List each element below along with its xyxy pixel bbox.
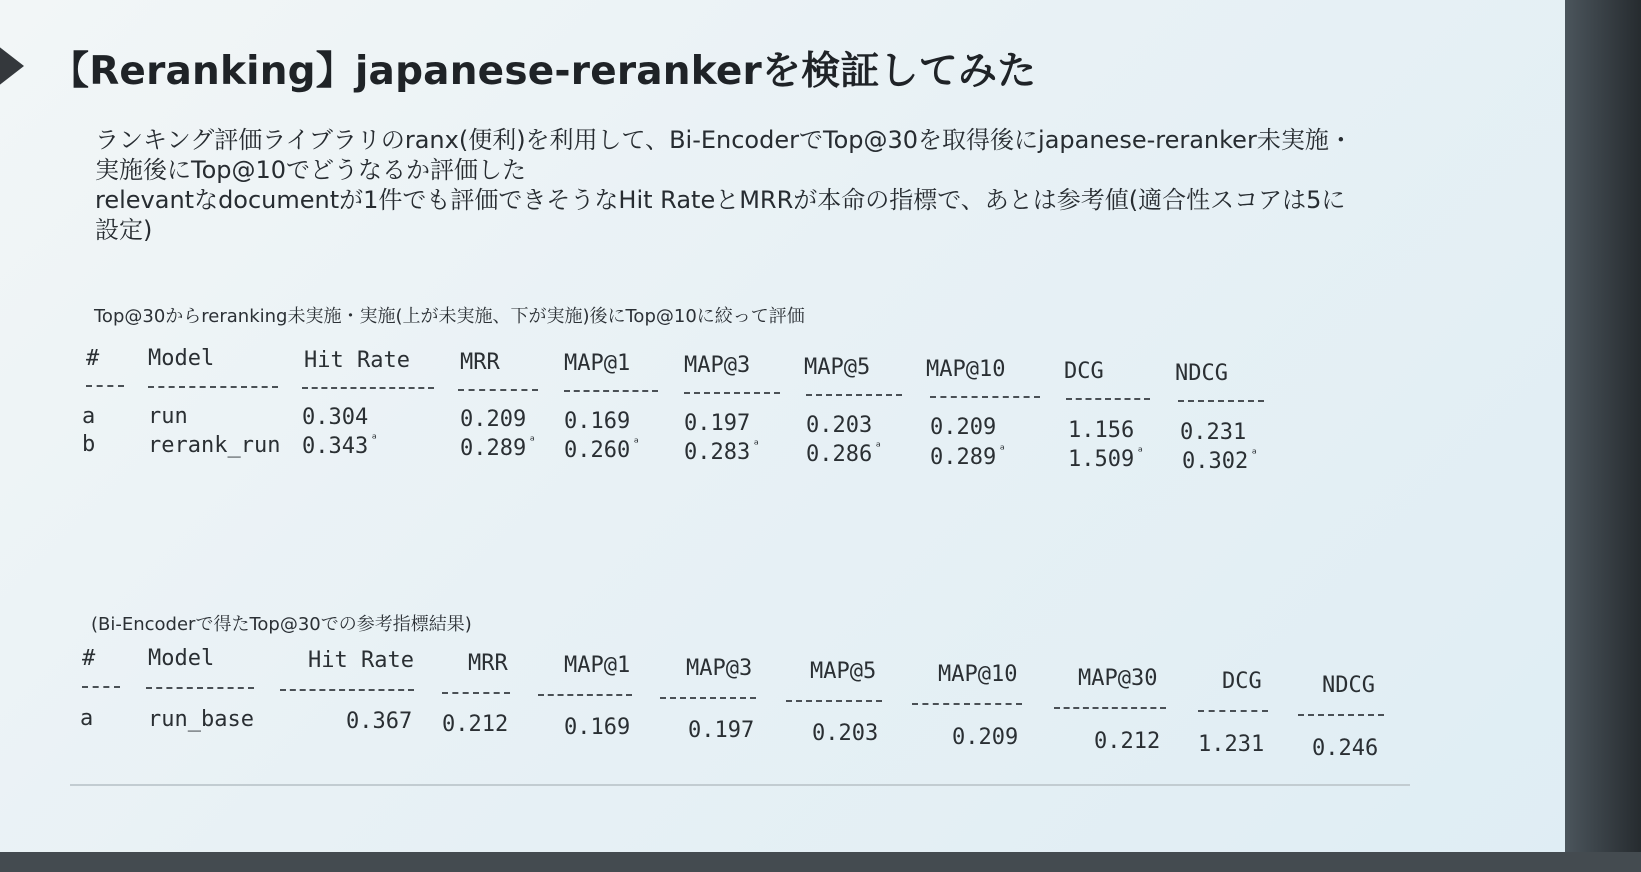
table-header: MAP@30: [1078, 666, 1158, 691]
table-cell-value: 1.156: [1068, 418, 1135, 443]
description-line: relevantなdocumentが1件でも評価できそうなHit RateとMRRが本命の指標で、あとは参考値(適合性スコアは5に: [95, 186, 1346, 214]
significance-marker: ᵃ: [874, 440, 883, 455]
table-cell-value: 0.289 $^ᵃ$: [930, 443, 1007, 470]
table-cell-value: 0.197: [688, 718, 755, 743]
table-header: MAP@1: [564, 351, 631, 376]
table-cell-value: 0.212: [1094, 729, 1161, 754]
table-header: #: [86, 346, 100, 371]
table-cell-value: 1.509 $^ᵃ$: [1068, 445, 1145, 472]
table-cell-id: a: [82, 404, 96, 429]
table-header: Hit Rate: [308, 648, 414, 673]
description-line: 設定): [95, 216, 153, 244]
table-cell-value: 0.212: [442, 712, 509, 737]
significance-marker: ᵃ: [632, 436, 641, 451]
header-separator: [280, 689, 414, 691]
table-header: MAP@3: [686, 656, 753, 681]
table-header: NDCG: [1175, 361, 1228, 386]
table-header: MRR: [468, 651, 508, 676]
table-cell-value: 0.343 $^ᵃ$: [302, 432, 379, 459]
header-separator: [786, 700, 882, 702]
header-separator: [82, 686, 120, 688]
table-cell-value: 0.260 $^ᵃ$: [564, 436, 641, 463]
table-header: MAP@10: [926, 357, 1006, 382]
header-separator: [1298, 714, 1384, 716]
table-cell-value: 0.203: [806, 413, 873, 438]
table-header: MRR: [460, 350, 500, 375]
table-cell-value: 0.169: [564, 715, 631, 740]
table-header: MAP@5: [804, 355, 871, 380]
table-header: Model: [148, 346, 215, 371]
table-cell-value: 0.209: [460, 407, 527, 432]
table-header: Model: [148, 646, 215, 671]
table-cell-value: 0.197: [684, 411, 751, 436]
table-cell-value: 0.283 $^ᵃ$: [684, 438, 761, 465]
header-separator: [538, 694, 632, 696]
table-cell-value: 0.286 $^ᵃ$: [806, 440, 883, 467]
significance-marker: ᵃ: [752, 438, 761, 453]
table-cell-value: 0.304: [302, 405, 369, 430]
description-line: ランキング評価ライブラリのranx(便利)を利用して、Bi-EncoderでTop@30を取得後にjapanese-reranker未実施・: [95, 126, 1353, 154]
table-header: MAP@5: [810, 659, 877, 684]
table-cell-value: 0.209: [930, 415, 997, 440]
table-cell-id: a: [80, 706, 94, 731]
significance-marker: ᵃ: [528, 434, 537, 449]
slide-title: 【Reranking】japanese-rerankerを検証してみた: [50, 49, 1037, 94]
table1-caption: Top@30からreranking未実施・実施(上が未実施、下が実施)後にTop@10に絞って評価: [94, 306, 805, 327]
screen-edge-shadow: [1565, 0, 1641, 872]
table-cell-value: 0.169: [564, 409, 631, 434]
header-separator: [146, 687, 254, 689]
bottom-divider: [70, 784, 1410, 786]
significance-marker: ᵃ: [370, 432, 379, 447]
table-cell-value: 0.203: [812, 721, 879, 746]
table-header: MAP@1: [564, 653, 631, 678]
table-cell-value: 0.367: [346, 709, 413, 734]
significance-marker: ᵃ: [1250, 447, 1259, 462]
description-line: 実施後にTop@10でどうなるか評価した: [95, 156, 527, 184]
header-separator: [660, 697, 756, 699]
table-cell-value: 0.246: [1312, 736, 1379, 761]
table-cell-model: rerank_run: [148, 433, 281, 458]
table-cell-value: 0.209: [952, 725, 1019, 750]
significance-marker: ᵃ: [1136, 445, 1145, 460]
table-header: #: [82, 646, 96, 671]
table-cell-value: 0.289 $^ᵃ$: [460, 434, 537, 461]
screen-bottom-edge: [0, 852, 1641, 872]
table-cell-id: b: [82, 432, 96, 457]
table-header: NDCG: [1322, 673, 1375, 698]
table-cell-model: run: [148, 404, 188, 429]
table-header: DCG: [1064, 359, 1104, 384]
header-separator: [912, 703, 1022, 705]
table-cell-value: 1.231: [1198, 732, 1265, 757]
table2-caption: (Bi-Encoderで得たTop@30での参考指標結果): [91, 614, 472, 635]
table-header: Hit Rate: [304, 348, 410, 373]
table-cell-value: 0.302 $^ᵃ$: [1182, 447, 1259, 474]
header-separator: [442, 692, 510, 694]
header-separator: [1198, 710, 1268, 712]
table-cell-value: 0.231: [1180, 420, 1247, 445]
table-cell-model: run_base: [148, 707, 254, 732]
table-header: MAP@3: [684, 353, 751, 378]
table-header: DCG: [1222, 669, 1262, 694]
header-separator: [1054, 707, 1166, 709]
table-header: MAP@10: [938, 662, 1018, 687]
significance-marker: ᵃ: [998, 443, 1007, 458]
